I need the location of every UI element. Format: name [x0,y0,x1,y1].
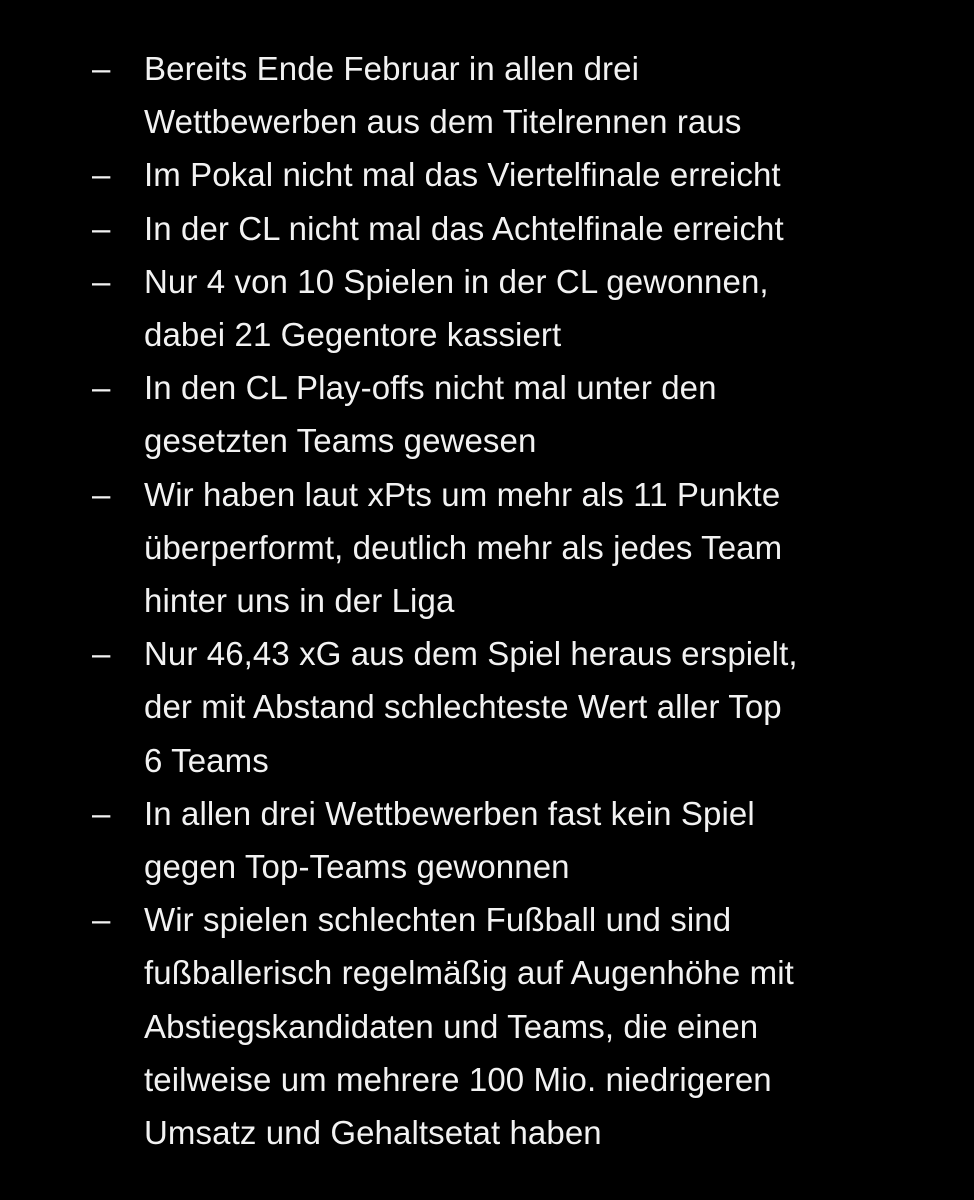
list-item [86,148,946,201]
list-item-line: Abstiegskandidaten und Teams, die einen [144,1007,759,1045]
dash-bullet-icon: – [92,209,111,247]
list-item-line: Nur 46,43 xG aus dem Spiel heraus erspielt, [144,635,798,673]
list-item-line: Wir spielen schlechten Fußball und sind [144,901,732,939]
list-item [86,255,946,361]
dash-bullet-icon: – [92,50,111,87]
list-item [86,202,946,255]
dash-bullet-icon: – [92,156,111,194]
dash-bullet-icon: – [92,262,111,300]
list-item-line: Wir haben laut xPts um mehr als 11 Punkte [144,475,781,513]
list-item-line: gesetzten Teams gewesen [144,422,537,460]
list-item-line: überperformt, deutlich mehr als jedes Team [144,528,783,566]
list-item-line: gegen Top-Teams gewonnen [144,848,570,886]
bullet-list [86,42,946,1159]
list-item-line: Wettbewerben aus dem Titelrennen raus [144,103,742,141]
list-item-line: Im Pokal nicht mal das Viertelfinale erreicht [144,156,781,194]
list-item-line: In allen drei Wettbewerben fast kein Spiel [144,794,755,832]
list-item-line: dabei 21 Gegentore kassiert [144,316,562,354]
dash-bullet-icon: – [92,369,111,407]
dash-bullet-icon: – [92,794,111,832]
list-item [86,468,946,628]
list-item-line: teilweise um mehrere 100 Mio. niedrigeren [144,1060,772,1098]
list-item-line: der mit Abstand schlechteste Wert aller Top [144,688,782,726]
list-item-line: In den CL Play-offs nicht mal unter den [144,369,717,407]
dash-bullet-icon: – [92,901,111,939]
list-item-line: hinter uns in der Liga [144,582,455,620]
list-item-line: Nur 4 von 10 Spielen in der CL gewonnen, [144,262,769,300]
list-item [86,42,946,148]
list-item [86,627,946,787]
list-item-line: Umsatz und Gehaltsetat haben [144,1114,602,1152]
list-item-line: 6 Teams [144,741,269,779]
list-item [86,893,946,1159]
list-item [86,361,946,467]
list-item [86,787,946,893]
list-item-line: fußballerisch regelmäßig auf Augenhöhe mit [144,954,794,992]
dash-bullet-icon: – [92,635,111,673]
list-item-line: In der CL nicht mal das Achtelfinale erreicht [144,209,784,247]
list-item-line: Bereits Ende Februar in allen drei [144,50,639,87]
dash-bullet-icon: – [92,475,111,513]
